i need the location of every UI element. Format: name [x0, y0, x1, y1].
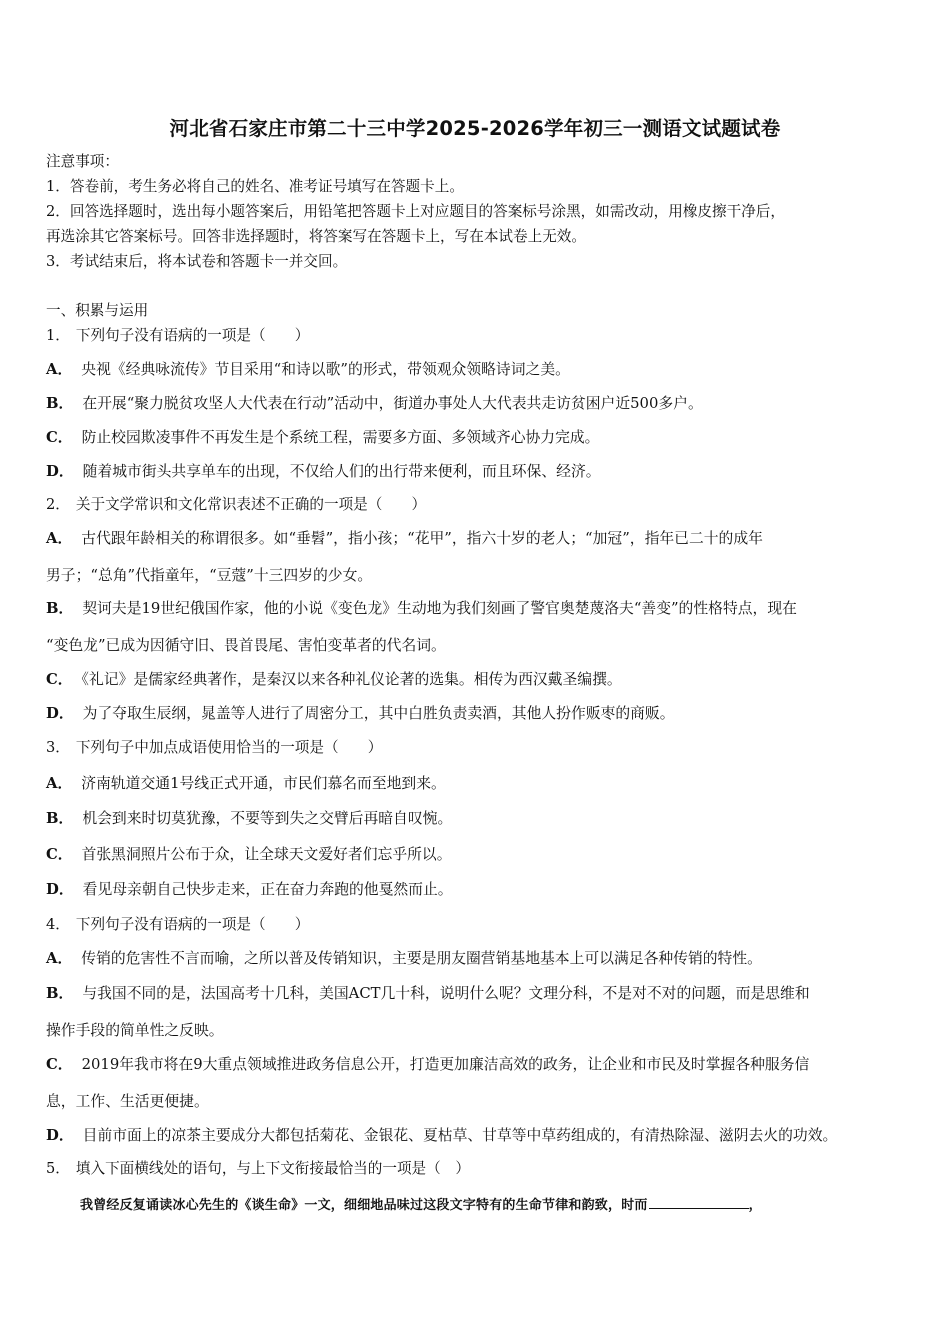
- answer-option: [46, 428, 599, 448]
- answer-option: [46, 809, 452, 829]
- answer-option: [46, 462, 601, 482]
- notice-item: 3．考试结束后，将本试卷和答题卡一并交回。: [46, 253, 348, 270]
- question-number: 3．: [46, 739, 70, 756]
- option-label: D．: [46, 705, 74, 722]
- question-text: 关于文学常识和文化常识表述不正确的一项是（ ）: [75, 496, 427, 513]
- question-number: 2．: [46, 496, 70, 513]
- option-text: 2019年我市将在9大重点领域推进政务信息公开，打造更加廉洁高效的政务，让企业和市民及时掌握各种服务信: [81, 1056, 810, 1073]
- question-stem: [46, 495, 426, 515]
- option-text: 防止校园欺凌事件不再发生是个系统工程，需要多方面、多领域齐心协力完成。: [81, 429, 600, 446]
- option-continuation: 男子；“总角”代指童年，“豆蔻”十三四岁的少女。: [46, 567, 373, 584]
- notice-item: 1．答卷前，考生务必将自己的姓名、准考证号填写在答题卡上。: [46, 178, 464, 195]
- option-label: D．: [46, 881, 74, 898]
- option-label: D．: [46, 1127, 74, 1144]
- question-text: 下列句子没有语病的一项是（ ）: [75, 916, 310, 933]
- option-text: 《礼记》是儒家经典著作，是秦汉以来各种礼仪论著的选集。相传为西汉戴圣编撰。: [81, 671, 622, 688]
- question-text: 填入下面横线处的语句，与上下文衔接最恰当的一项是（ ）: [75, 1160, 470, 1177]
- question-stem: [46, 738, 382, 758]
- option-label: D．: [46, 463, 74, 480]
- fill-in-blank: [649, 1194, 749, 1209]
- question-text: 下列句子没有语病的一项是（ ）: [75, 327, 310, 344]
- answer-option: [46, 599, 797, 619]
- option-label: B．: [46, 810, 74, 827]
- notice-heading: 注意事项：: [46, 153, 119, 170]
- option-text: 央视《经典咏流传》节目采用“和诗以歌”的形式，带领观众领略诗词之美。: [81, 361, 570, 378]
- question-stem: [46, 1159, 470, 1179]
- option-text: 目前市面上的凉茶主要成分大都包括菊花、金银花、夏枯草、甘草等中草药组成的，有清热除湿、滋阴去火的功效。: [82, 1127, 838, 1144]
- option-label: C．: [46, 429, 73, 446]
- passage-punctuation: ，: [748, 1198, 762, 1213]
- answer-option: [46, 774, 446, 794]
- option-text: 为了夺取生辰纲，晁盖等人进行了周密分工，其中白胜负责卖酒，其他人扮作贩枣的商贩。: [82, 705, 675, 722]
- answer-option: [46, 984, 810, 1004]
- answer-option: [46, 394, 703, 414]
- answer-option: [46, 670, 622, 690]
- option-text: 看见母亲朝自己快步走来，正在奋力奔跑的他戛然而止。: [82, 881, 453, 898]
- option-label: A．: [46, 950, 73, 967]
- page-title: 河北省石家庄市第二十三中学2025-2026学年初三一测语文试题试卷: [169, 117, 781, 140]
- question-number: 1．: [46, 327, 70, 344]
- option-continuation: “变色龙”已成为因循守旧、畏首畏尾、害怕变革者的代名词。: [46, 637, 446, 654]
- option-continuation: 操作手段的简单性之反映。: [46, 1022, 224, 1039]
- option-label: B．: [46, 985, 74, 1002]
- option-label: A．: [46, 361, 73, 378]
- option-label: A．: [46, 530, 73, 547]
- option-label: C．: [46, 846, 73, 863]
- option-text: 随着城市街头共享单车的出现，不仅给人们的出行带来便利，而且环保、经济。: [82, 463, 601, 480]
- answer-option: [46, 529, 763, 549]
- option-label: C．: [46, 671, 73, 688]
- option-text: 传销的危害性不言而喻，之所以普及传销知识，主要是朋友圈营销基地基本上可以满足各种传销的特性。: [81, 950, 762, 967]
- option-label: B．: [46, 395, 74, 412]
- answer-option: [46, 360, 570, 380]
- answer-option: [46, 880, 453, 900]
- question-number: 5．: [46, 1160, 70, 1177]
- option-text: 契诃夫是19世纪俄国作家，他的小说《变色龙》生动地为我们刻画了警官奥楚蔑洛夫“善变”的性格特点，现在: [82, 600, 797, 617]
- option-text: 首张黑洞照片公布于众，让全球天文爱好者们忘乎所以。: [81, 846, 452, 863]
- notice-item: 再选涂其它答案标号。回答非选择题时，将答案写在答题卡上，写在本试卷上无效。: [46, 228, 586, 245]
- answer-option: [46, 949, 762, 969]
- question-text: 下列句子中加点成语使用恰当的一项是（ ）: [75, 739, 383, 756]
- option-text: 济南轨道交通1号线正式开通，市民们慕名而至地到来。: [81, 775, 446, 792]
- passage-sentence: 我曾经反复诵读冰心先生的《谈生命》一文，细细地品味过这段文字特有的生命节律和韵致，时而: [80, 1198, 648, 1213]
- option-text: 与我国不同的是，法国高考十几科，美国ACT几十科，说明什么呢？文理分科，不是对不对的问题，而是思维和: [82, 985, 810, 1002]
- answer-option: [46, 704, 675, 724]
- option-text: 古代跟年龄相关的称谓很多。如“垂髫”，指小孩；“花甲”，指六十岁的老人；“加冠”，指年已二十的成年: [81, 530, 763, 547]
- answer-option: [46, 845, 452, 865]
- option-text: 在开展“聚力脱贫攻坚人大代表在行动”活动中，街道办事处人大代表共走访贫困户近500多户。: [82, 395, 703, 412]
- notice-item: 2．回答选择题时，选出每小题答案后，用铅笔把答题卡上对应题目的答案标号涂黑，如需改动，用橡皮擦干净后，: [46, 203, 785, 220]
- option-label: A．: [46, 775, 73, 792]
- answer-option: [46, 1126, 837, 1146]
- option-label: C．: [46, 1056, 73, 1073]
- option-text: 机会到来时切莫犹豫，不要等到失之交臂后再暗自叹惋。: [82, 810, 453, 827]
- question-number: 4．: [46, 916, 70, 933]
- question-stem: [46, 915, 309, 935]
- section-heading: 一、积累与运用: [46, 302, 149, 319]
- answer-option: [46, 1055, 809, 1075]
- question-stem: [46, 326, 309, 346]
- option-label: B．: [46, 600, 74, 617]
- option-continuation: 息，工作、生活更便捷。: [46, 1093, 209, 1110]
- passage-text: [80, 1194, 762, 1216]
